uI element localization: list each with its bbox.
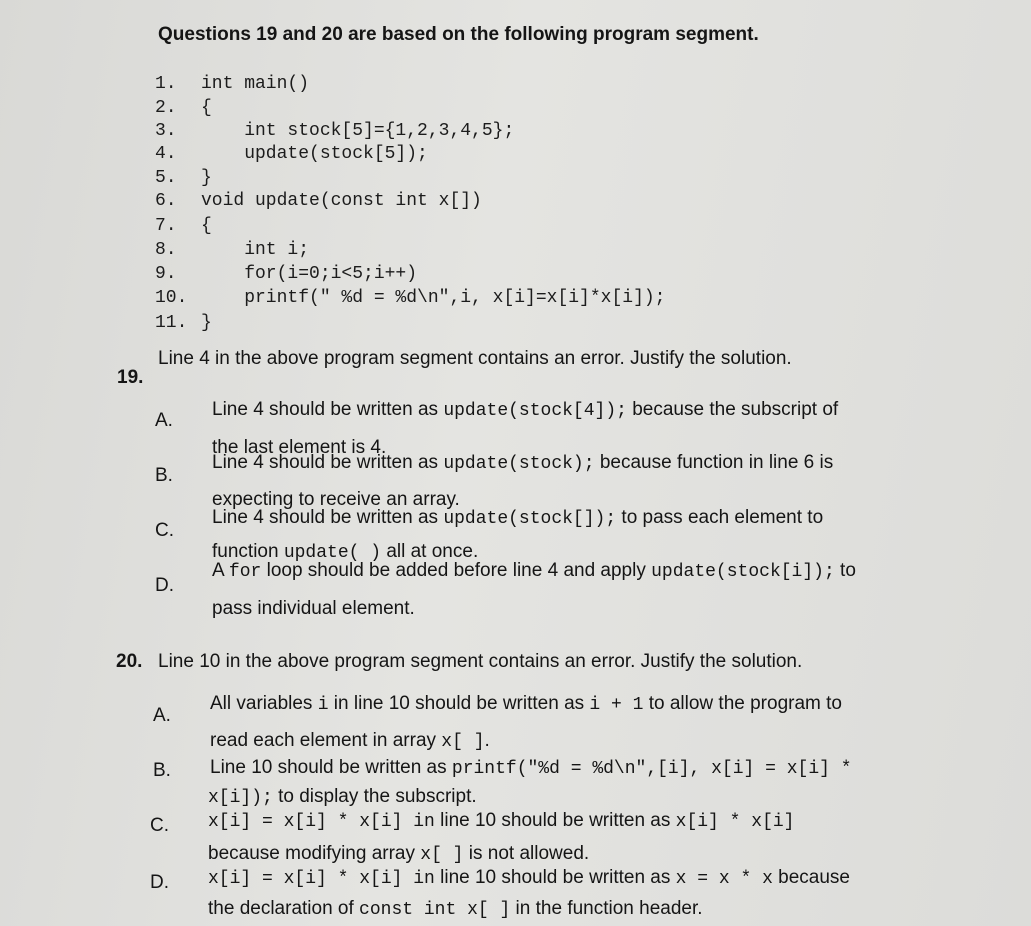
code-line: 4. update(stock[5]); (155, 144, 428, 164)
option-a-line2: the last element is 4. (212, 437, 387, 458)
option-letter: B. (155, 465, 173, 486)
option-b-line2: x[i]); to display the subscript. (208, 786, 477, 808)
code-line: 8. int i; (155, 240, 310, 260)
option-c-line1: x[i] = x[i] * x[i] in line 10 should be written as x[i] * x[i] (208, 810, 795, 832)
option-letter: C. (155, 520, 174, 541)
option-d-line2: pass individual element. (212, 598, 415, 619)
option-a-line1: Line 4 should be written as update(stock[4]); because the subscript of (212, 399, 839, 421)
option-c-line1: Line 4 should be written as update(stock[]); to pass each element to (212, 507, 824, 529)
option-b-line1: Line 4 should be written as update(stock); because function in line 6 is (212, 452, 834, 474)
code-line: 11. } (155, 313, 212, 333)
code-line: 9. for(i=0;i<5;i++) (155, 264, 418, 284)
option-letter: C. (150, 815, 169, 836)
option-letter: B. (153, 760, 171, 781)
option-c-line2: function update( ) all at once. (212, 541, 479, 563)
code-line: 7. { (155, 216, 212, 236)
question-number: 20. (116, 651, 143, 672)
section-heading: Questions 19 and 20 are based on the following program segment. (158, 24, 759, 45)
code-line: 10. printf(" %d = %d\n",i, x[i]=x[i]*x[i]); (155, 288, 666, 308)
question-text: Line 4 in the above program segment contains an error. Justify the solution. (158, 348, 792, 369)
code-line: 2. { (155, 98, 212, 118)
option-b-line1: Line 10 should be written as printf("%d = %d\n",[i], x[i] = x[i] * (210, 757, 852, 779)
option-d-line2: the declaration of const int x[ ] in the function header. (208, 898, 703, 920)
option-c-line2: because modifying array x[ ] is not allowed. (208, 843, 590, 865)
option-d-line1: A for loop should be added before line 4 and apply update(stock[i]); to (212, 560, 856, 582)
option-a-line1: All variables i in line 10 should be written as i + 1 to allow the program to (210, 693, 842, 715)
option-letter: D. (155, 575, 174, 596)
option-letter: D. (150, 872, 169, 893)
option-d-line1: x[i] = x[i] * x[i] in line 10 should be written as x = x * x because (208, 867, 850, 889)
code-line: 6. void update(const int x[]) (155, 191, 482, 211)
option-b-line2: expecting to receive an array. (212, 489, 460, 510)
code-line: 5. } (155, 168, 212, 188)
question-number: 19. (117, 367, 144, 388)
question-text: Line 10 in the above program segment contains an error. Justify the solution. (158, 651, 803, 672)
option-letter: A. (155, 410, 173, 431)
code-line: 1. int main() (155, 74, 310, 94)
option-a-line2: read each element in array x[ ]. (210, 730, 490, 752)
option-letter: A. (153, 705, 171, 726)
code-line: 3. int stock[5]={1,2,3,4,5}; (155, 121, 515, 141)
